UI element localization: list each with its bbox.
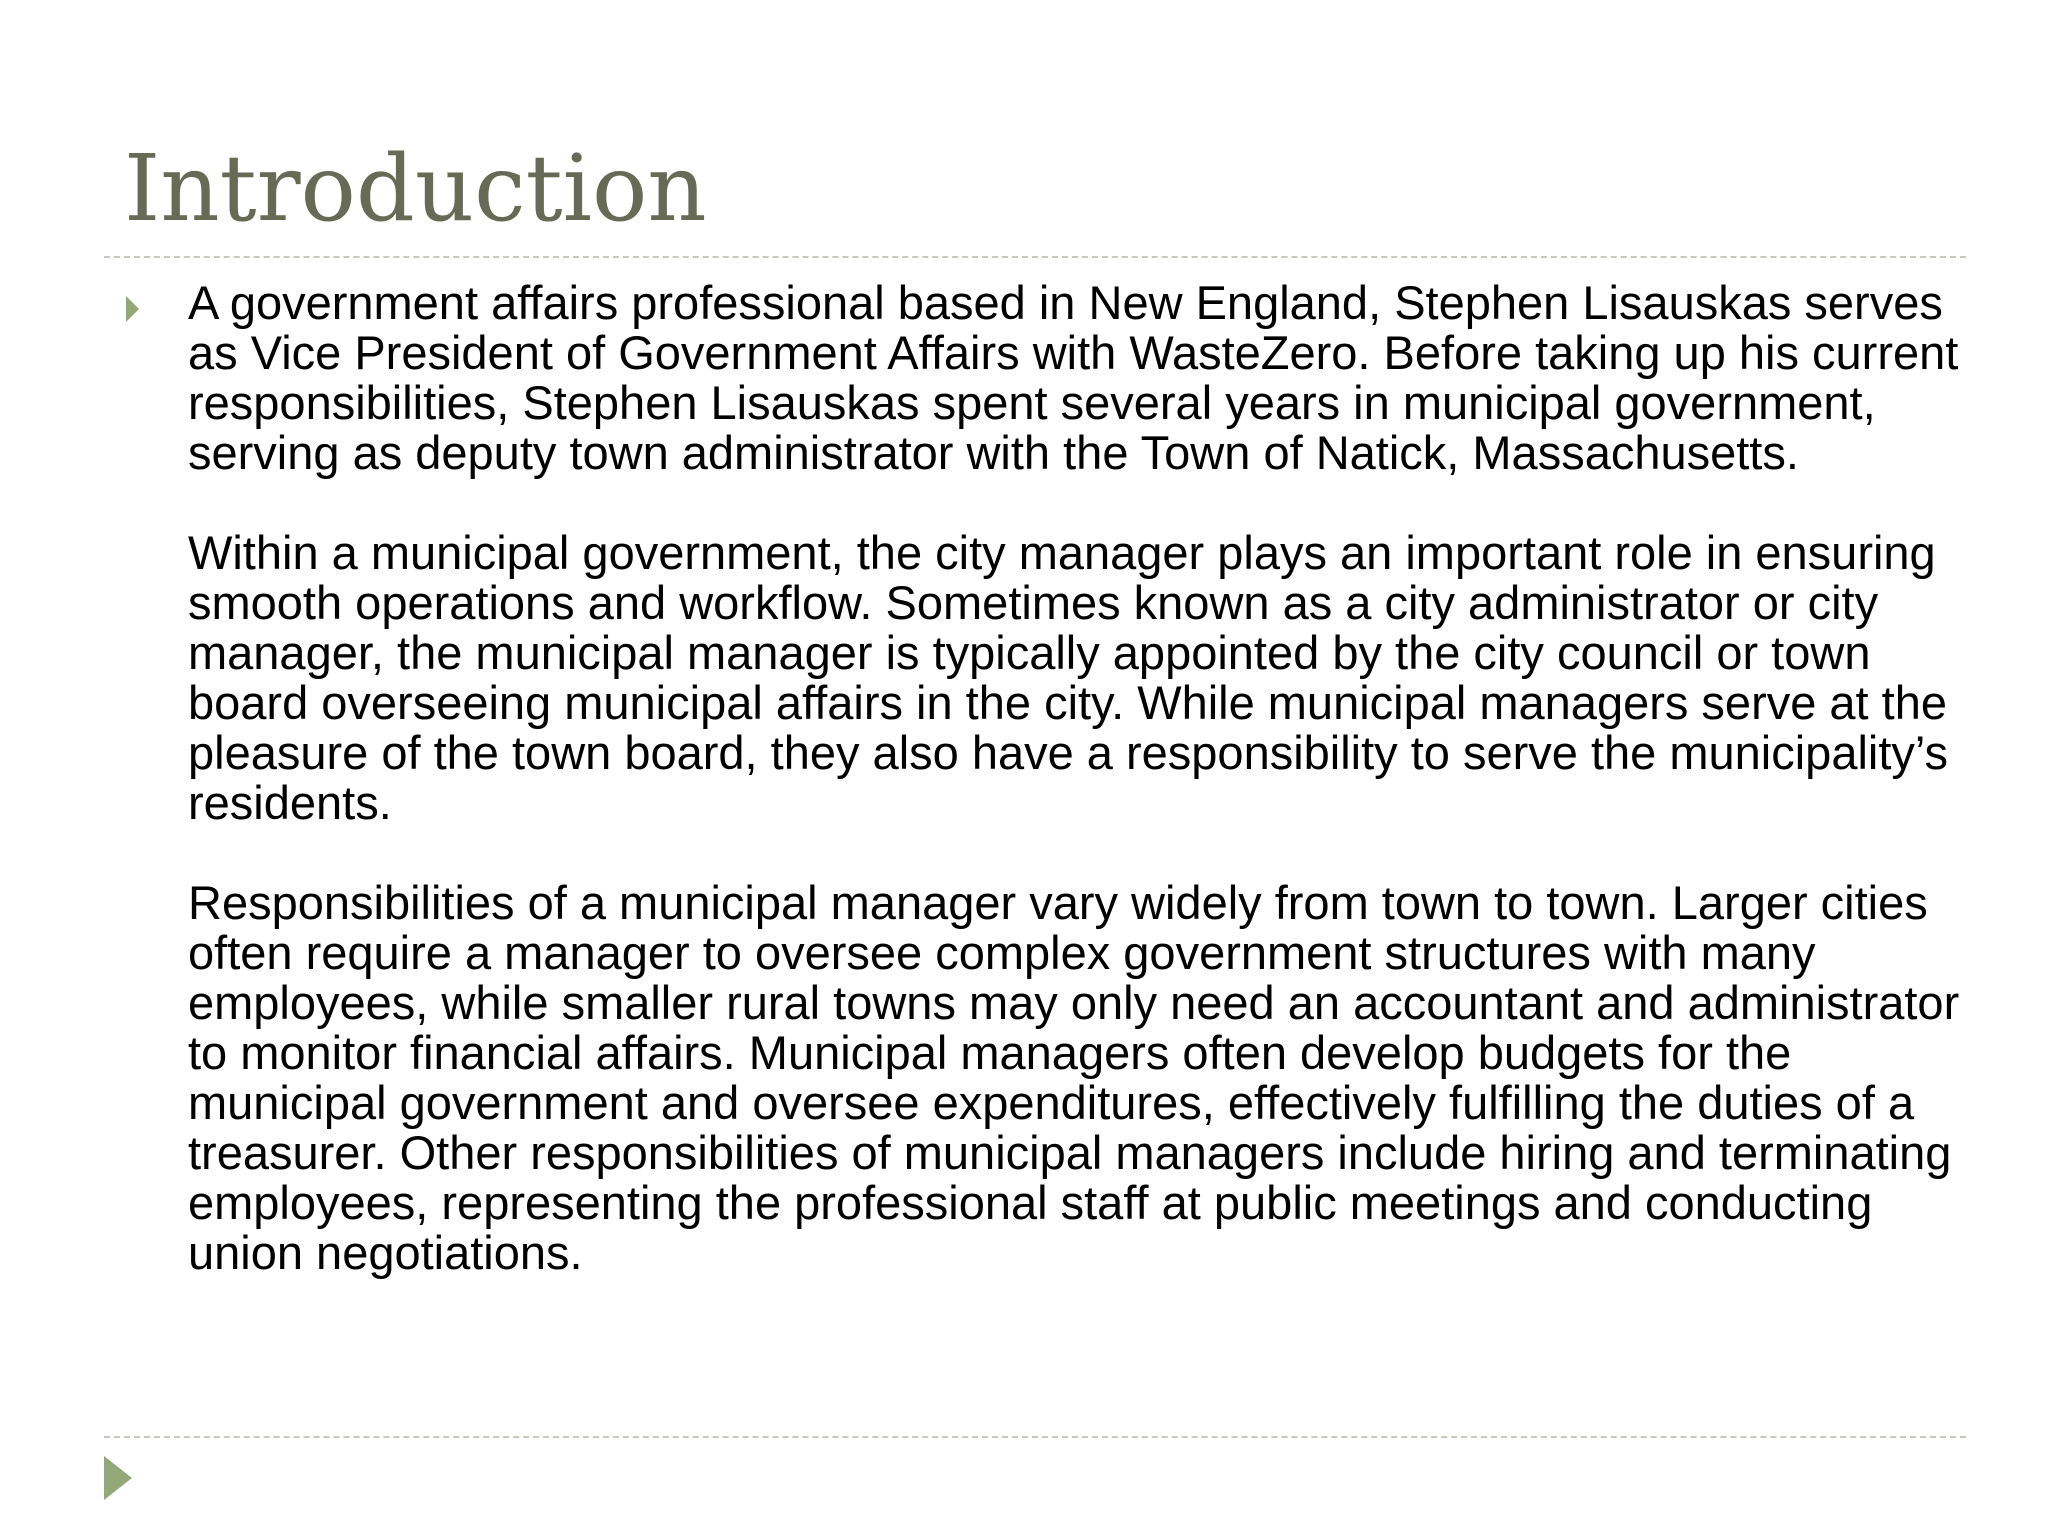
triangle-arrow-icon [104,1456,132,1500]
paragraph-responsibilities: Responsibilities of a municipal manager vary widely from town to town. Larger cities often require a manager to oversee complex government structures with many employees, while smaller rural towns may only need an accountant and administrator to monitor financial affairs. Municipal managers often develop budgets for the municipal government and oversee expenditures, effectively fulfilling the duties of a treasurer. Other responsibilities of municipal managers include hiring and terminating employees, representing the professional staff at public meetings and conducting union negotiations. [188,876,1960,1279]
triangle-bullet-icon [126,296,139,322]
slide-body [188,278,1968,1278]
paragraph-intro: A government affairs professional based in New England, Stephen Lisauskas serves as Vice President of Government Affairs with WasteZero. Before taking up his current responsibilities, Stephen Lisauskas spent several years in municipal government, serving as deputy town administrator with the Town of Natick, Massachusetts. [188,276,1959,479]
title-divider [104,256,1966,258]
slide-title: Introduction [124,135,707,242]
footer-divider [104,1436,1966,1438]
paragraph-city-manager-role: Within a municipal government, the city manager plays an important role in ensuring smooth operations and workflow. Sometimes known as a city administrator or city manager, the municipal manager is typically appointed by the city council or town board overseeing municipal affairs in the city. While municipal managers serve at the pleasure of the town board, they also have a responsibility to serve the municipality’s residents. [188,526,1948,829]
